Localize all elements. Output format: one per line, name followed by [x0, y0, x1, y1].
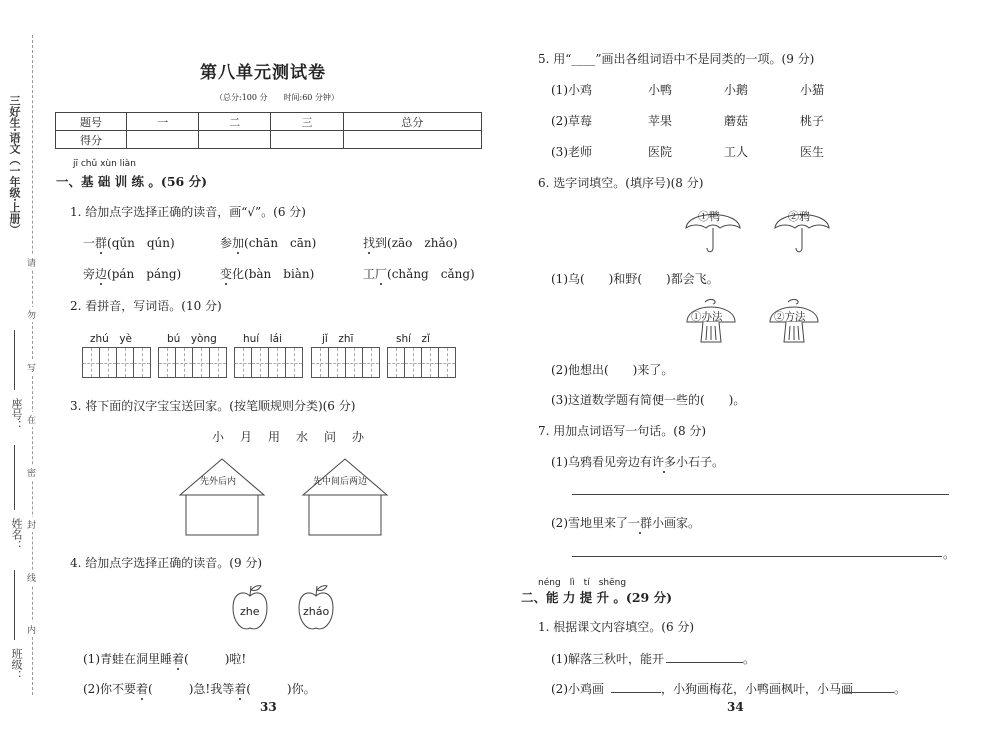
text: (pán páng)	[107, 267, 182, 281]
dotted-word: 一群	[628, 516, 653, 530]
q3-title: 3. 将下面的汉字宝宝送回家。(按笔顺规则分类)(6 分)	[70, 399, 356, 413]
dotted-char: 厂	[375, 267, 388, 281]
umbrella-label: ②鸦	[788, 210, 810, 223]
section-pinyin: néng lì tí shēng	[538, 578, 627, 588]
q5-option[interactable]: 小猫	[800, 83, 825, 97]
period: 。	[943, 547, 956, 561]
q8-sentence: (2)小鸡画	[551, 682, 604, 696]
writing-grid[interactable]	[311, 347, 380, 378]
q1-item[interactable]	[363, 265, 475, 282]
class-field-label: 班级：	[10, 648, 23, 681]
q2-title: 2. 看拼音，写词语。(10 分)	[70, 299, 222, 313]
page-number-left: 33	[260, 700, 277, 714]
q1-item[interactable]	[220, 265, 314, 282]
period: 。	[743, 652, 756, 666]
apple-pinyin: zhe	[240, 605, 260, 618]
dotted-char: 着	[234, 682, 247, 696]
q5-option[interactable]: 医生	[800, 145, 825, 159]
house-label: 先中间后两边	[313, 477, 368, 487]
text: (1)青蛙在洞里睡	[83, 652, 172, 666]
text: 一	[83, 236, 96, 250]
text: (chǎng cǎng)	[387, 267, 475, 281]
q5-option[interactable]: 工人	[724, 145, 749, 159]
class-field-line[interactable]	[14, 570, 15, 640]
writing-grid[interactable]	[234, 347, 303, 378]
binding-spine	[0, 0, 44, 744]
text: (2)雪地里来了	[551, 516, 628, 530]
q5-option[interactable]: 蘑菇	[724, 114, 749, 128]
section-pinyin: jī chǔ xùn liàn	[73, 159, 136, 169]
q2-pinyin: jǐ zhī	[322, 333, 354, 345]
dotted-char: 变	[220, 267, 233, 281]
q5-title: 5. 用“____”画出各组词语中不是同类的一项。(9 分)	[538, 52, 815, 66]
page-title: 第八单元测试卷	[200, 63, 326, 83]
seal-char: 密	[27, 465, 36, 480]
q5-option[interactable]: 桃子	[800, 114, 825, 128]
q5-option[interactable]: 小鹅	[724, 83, 749, 97]
text: 旁	[83, 267, 96, 281]
seal-char: 线	[27, 570, 36, 585]
q6-sentence[interactable]: (1)乌( )和野( )都会飞。	[551, 272, 719, 286]
section-2-heading: 二、能 力 提 升 。(29 分)	[521, 590, 672, 605]
seat-field-line[interactable]	[14, 330, 15, 390]
q2-pinyin: bú yòng	[167, 333, 217, 345]
seal-char: 写	[27, 360, 36, 375]
q4-sentence[interactable]	[83, 680, 316, 697]
q8-sentence: (1)解落三秋叶，能开	[551, 652, 664, 666]
text: ( )你。	[246, 682, 316, 696]
dotted-char: 加	[232, 236, 245, 250]
text: (chān cān)	[244, 236, 317, 250]
dotted-word: 许多	[652, 455, 677, 469]
q6-sentence[interactable]: (3)这道数学题有简便一些的( )。	[551, 393, 746, 407]
seal-char: 请	[27, 255, 36, 270]
q8-sentence: ，小狗画梅花，小鸭画枫叶，小马画	[661, 682, 854, 696]
q6-title: 6. 选字词填空。(填序号)(8 分)	[538, 176, 704, 190]
text: 小画家。	[652, 516, 701, 530]
score-header: 题号	[56, 113, 127, 131]
text: (1)乌鸦看见旁边有	[551, 455, 652, 469]
score-table	[55, 112, 482, 149]
umbrella-label: ①鸭	[698, 210, 720, 223]
q1-item[interactable]	[220, 234, 316, 251]
score-header: 一	[127, 113, 199, 131]
score-header: 总分	[343, 113, 481, 131]
book-title: 三好生·语文（一年级·上册）	[8, 95, 21, 235]
seal-char: 勿	[27, 307, 36, 322]
q8-title: 1. 根据课文内容填空。(6 分)	[538, 620, 695, 634]
q1-item[interactable]	[83, 265, 181, 282]
q3-characters: 小 月 用 水 问 办	[212, 430, 367, 444]
exam-info: （总分:100 分 时间:60 分钟）	[215, 93, 339, 102]
q6-sentence[interactable]: (2)他想出( )来了。	[551, 363, 674, 377]
q7-title: 7. 用加点词语写一句话。(8 分)	[538, 424, 707, 438]
answer-line[interactable]	[666, 662, 743, 663]
q4-title: 4. 给加点字选择正确的读音。(9 分)	[70, 556, 263, 570]
text: ( )啦!	[184, 652, 247, 666]
answer-line[interactable]	[572, 494, 949, 495]
text: 小石子。	[676, 455, 725, 469]
q5-option[interactable]: (3)老师	[551, 145, 592, 159]
text: 到(zāo zhǎo)	[375, 236, 458, 250]
q5-option[interactable]: 苹果	[648, 114, 673, 128]
text: (qǔn qún)	[107, 236, 175, 250]
period: 。	[894, 682, 907, 696]
dotted-char: 着	[172, 652, 185, 666]
q1-item[interactable]	[83, 234, 175, 251]
score-cell[interactable]	[343, 131, 481, 149]
seal-char: 封	[27, 517, 36, 532]
seal-char: 在	[27, 412, 36, 427]
text: (2)你不要	[83, 682, 136, 696]
writing-grid[interactable]	[82, 347, 151, 378]
writing-grid[interactable]	[158, 347, 227, 378]
score-cell[interactable]	[271, 131, 343, 149]
q2-pinyin: shí zǐ	[396, 333, 430, 345]
name-field-line[interactable]	[14, 445, 15, 510]
q2-pinyin: huí lái	[243, 333, 282, 345]
dotted-char: 群	[95, 236, 108, 250]
house-icon[interactable]	[178, 455, 266, 537]
dotted-char: 着	[136, 682, 149, 696]
dotted-char: 找	[363, 236, 376, 250]
q5-option[interactable]: 小鸭	[648, 83, 673, 97]
q5-option[interactable]: 医院	[648, 145, 673, 159]
q7-prompt	[551, 514, 700, 531]
score-cell[interactable]	[199, 131, 271, 149]
q5-option[interactable]: (1)小鸡	[551, 83, 592, 97]
dotted-char: 边	[95, 267, 108, 281]
mushroom-label: ②方法	[774, 311, 806, 323]
mushroom-label: ①办法	[691, 311, 723, 323]
answer-line[interactable]	[844, 692, 894, 693]
seat-field-label: 座号：	[10, 398, 23, 431]
score-cell[interactable]	[127, 131, 199, 149]
answer-line[interactable]	[611, 692, 661, 693]
score-label: 得分	[56, 131, 127, 149]
name-field-label: 姓名：	[10, 518, 23, 551]
section-1-heading: 一、基 础 训 练 。(56 分)	[56, 174, 207, 189]
q7-prompt	[551, 453, 724, 470]
q2-pinyin: zhú yè	[90, 333, 132, 345]
score-header: 二	[199, 113, 271, 131]
page-number-right: 34	[727, 700, 744, 714]
answer-line[interactable]	[572, 556, 942, 557]
score-header: 三	[271, 113, 343, 131]
apple-pinyin: zháo	[303, 605, 330, 618]
house-label: 先外后内	[200, 477, 237, 487]
text: 工	[363, 267, 376, 281]
text: ( )急!我等	[148, 682, 235, 696]
seal-char: 内	[27, 622, 36, 637]
q4-sentence[interactable]	[83, 650, 246, 667]
q1-title: 1. 给加点字选择正确的读音，画“√”。(6 分)	[70, 205, 306, 219]
text: 化(bàn biàn)	[232, 267, 315, 281]
house-icon[interactable]	[301, 455, 389, 537]
text: 参	[220, 236, 233, 250]
q5-option[interactable]: (2)草莓	[551, 114, 592, 128]
writing-grid[interactable]	[387, 347, 456, 378]
q1-item[interactable]	[363, 234, 458, 251]
